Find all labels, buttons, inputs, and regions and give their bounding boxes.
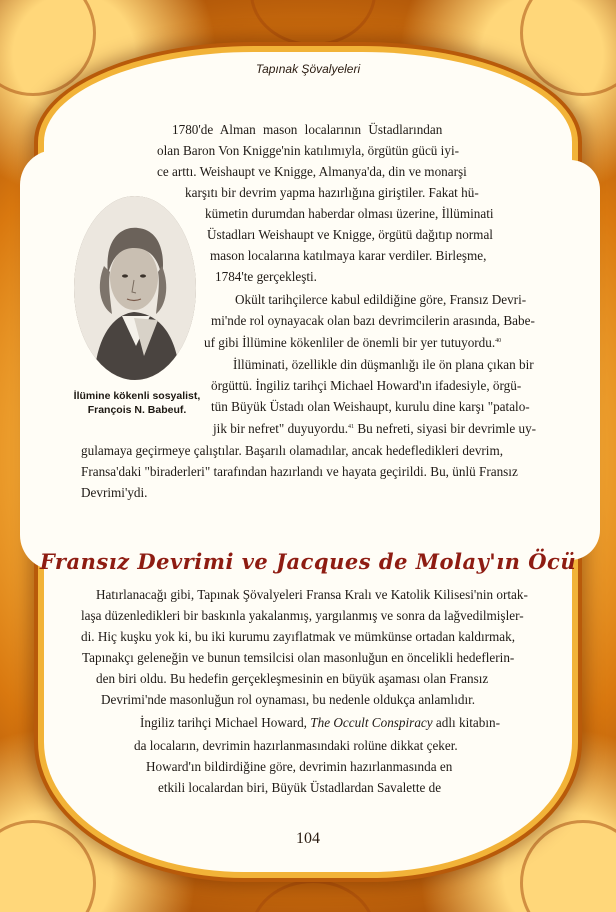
footnote-ref: 40 xyxy=(495,338,502,344)
page-number: 104 xyxy=(296,830,320,847)
section-heading: Fransız Devrimi ve Jacques de Molay'ın Öcü xyxy=(39,549,577,574)
caption-line: İlümine kökenli sosyalist, xyxy=(73,390,201,402)
text-line: uf gibi İllümine kökenliler de önemli bir yer tutuyordu.$^{40}$ xyxy=(204,335,502,350)
text-line: laşa düzenledikleri bir baskınla yakalanmış, yargılanmış ve sonra da lağvedilmişler- xyxy=(81,608,524,623)
text-line: gulamaya geçirmeye çalıştılar. Başarılı olamadılar, ancak hedefledikleri devrim, xyxy=(81,443,504,458)
text-line: Tapınakçı geleneğin ve bunun temsilcisi olan masonluğun en öncelikli hedeflerin- xyxy=(82,650,515,665)
text-line: Fransa'daki "biraderleri" tarafından hazırlandı ve hayata geçirildi. Bu, ünlü Fransız xyxy=(81,464,518,479)
text-line: İllüminati, özellikle din düşmanlığı ile ön plana çıkan bir xyxy=(233,357,534,372)
text-line: den biri oldu. Bu hedefin gerçekleşmesinin en büyük aşaması olan Fransız xyxy=(96,671,489,686)
portrait-drawing xyxy=(74,196,196,380)
text-line: di. Hiç kuşku yok ki, bu iki kurumu zayıflatmak ve mümkünse ortadan kaldırmak, xyxy=(81,629,516,644)
text-line: etkili localardan biri, Büyük Üstadlardan Savalette de xyxy=(158,780,442,795)
caption-line: François N. Babeuf. xyxy=(87,404,187,416)
text-line: Hatırlanacağı gibi, Tapınak Şövalyeleri Fransa Kralı ve Katolik Kilisesi'nin ortak- xyxy=(96,587,528,602)
footnote-ref: 41 xyxy=(348,424,355,430)
text-line: mi'nde rol oynayacak olan bazı devrimcilerin arasında, Babe- xyxy=(211,313,535,328)
text-line: Devrimi'nde masonluğun rol oynaması, bu nedenle oldukça anlamlıdır. xyxy=(101,692,476,707)
text-line: örgüttü. İngiliz tarihçi Michael Howard'ın ifadesiyle, örgü- xyxy=(211,378,522,393)
text-line: Devrimi'ydi. xyxy=(81,485,148,500)
text-line: karşıtı bir devrim yapma hazırlığına giriştiler. Fakat hü- xyxy=(185,185,479,200)
text-line: İngiliz tarihçi Michael Howard, The Occult Conspiracy adlı kitabın- xyxy=(140,715,501,730)
text-line: 1780'de Alman mason localarının Üstadlarından xyxy=(172,122,443,137)
text-line: jik bir nefret" duyuyordu.$^{41}$ Bu nefreti, siyasi bir devrimle uy- xyxy=(213,421,537,436)
text-line: kümetin durumdan haberdar olması üzerine, İllüminati xyxy=(205,206,494,221)
text-line: olan Baron Von Knigge'nin katılımıyla, örgütün gücü iyi- xyxy=(157,143,459,158)
text-line: Üstadları Weishaupt ve Knigge, örgütü dağıtıp normal xyxy=(207,227,493,242)
text-line: 1784'te gerçekleşti. xyxy=(215,269,317,284)
text-line: ce arttı. Weishaupt ve Knigge, Almanya'da, din ve monarşi xyxy=(157,164,467,179)
running-head: Tapınak Şövalyeleri xyxy=(255,62,361,76)
book-title: The Occult Conspiracy xyxy=(310,715,433,730)
text-line: Okült tarihçilerce kabul edildiğine göre, Fransız Devri- xyxy=(235,292,527,307)
portrait-image xyxy=(74,196,196,380)
text-line: tün Büyük Üstadı olan Weishaupt, kurulu dine karşı "patalo- xyxy=(211,399,530,414)
text-line: Howard'ın bildirdiğine göre, devrimin hazırlanmasında en xyxy=(146,759,453,774)
portrait-caption xyxy=(62,389,212,417)
text-line: da locaların, devrimin hazırlanmasındaki rolüne dikkat çeker. xyxy=(134,738,458,753)
text-line: mason localarına katılmaya karar verdiler. Birleşme, xyxy=(210,248,487,263)
